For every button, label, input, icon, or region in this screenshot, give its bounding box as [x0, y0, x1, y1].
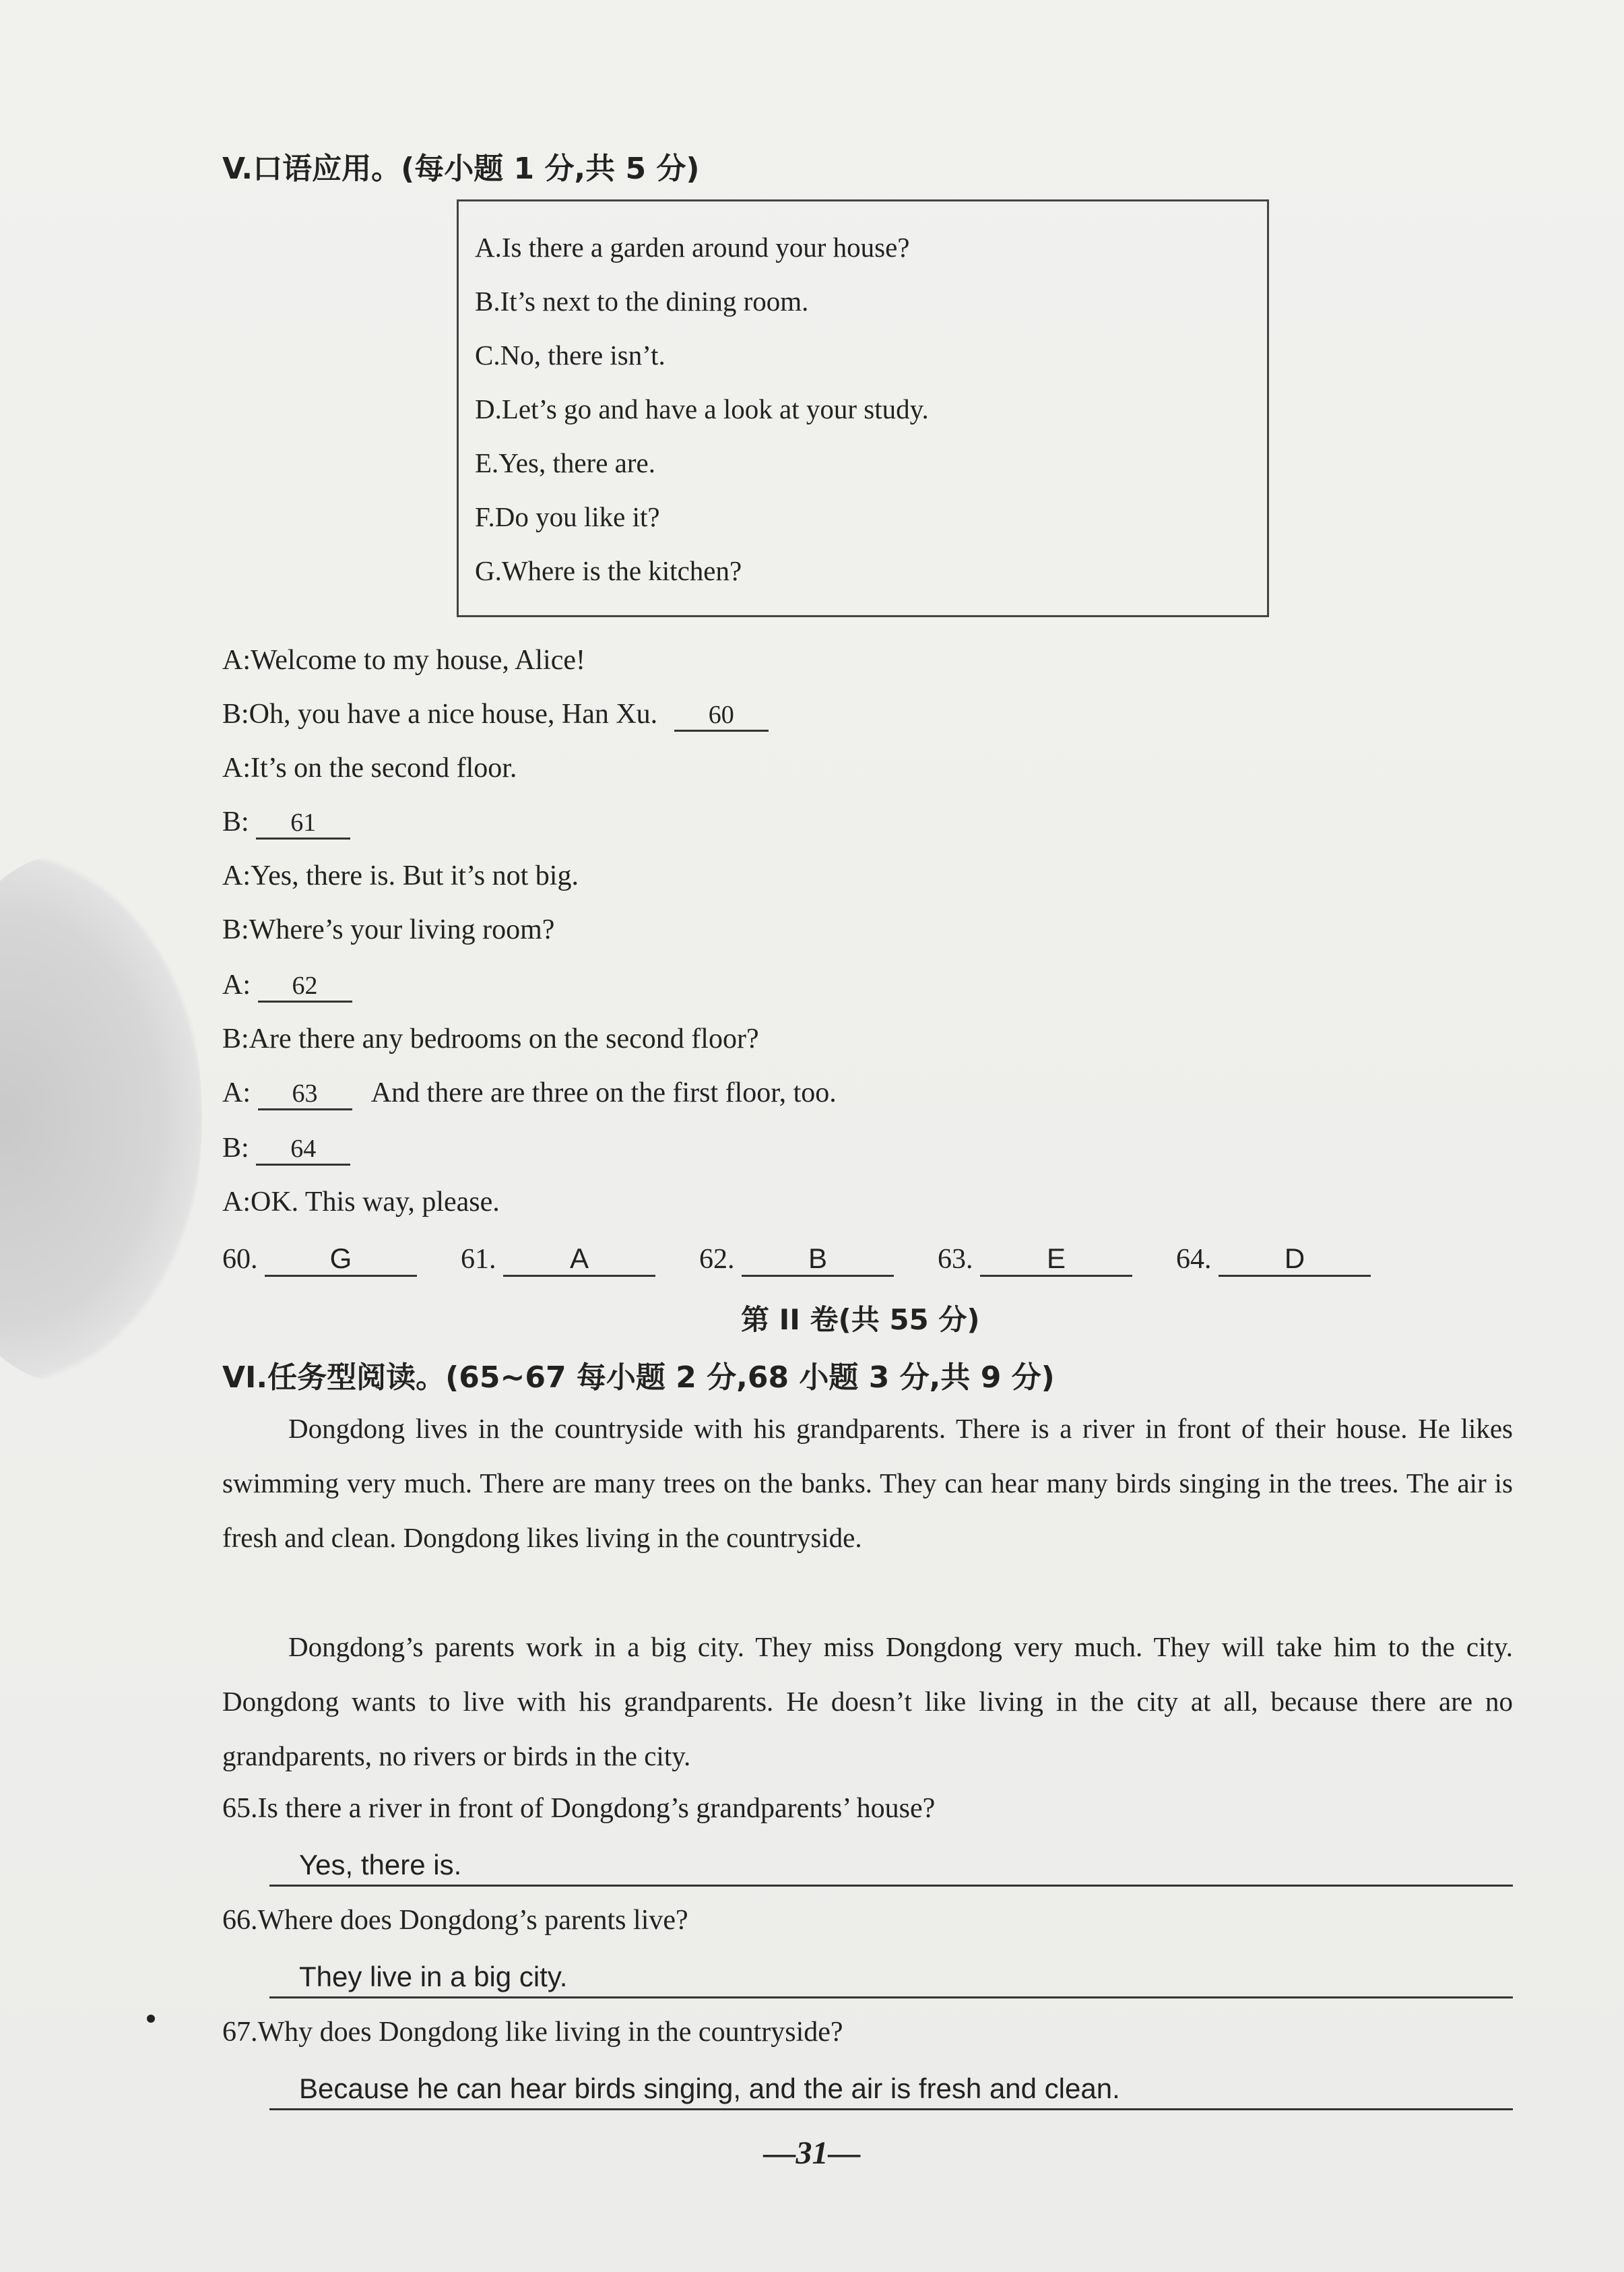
- question-65: 65.Is there a river in front of Dongdong’s grandparents’ house?: [222, 1793, 936, 1824]
- option-b: B.It’s next to the dining room.: [475, 286, 809, 317]
- blank-61: 61: [256, 809, 350, 840]
- blank-60: 60: [674, 701, 769, 732]
- part-2-heading: 第 II 卷(共 55 分): [741, 1303, 980, 1336]
- option-e: E.Yes, there are.: [475, 447, 655, 478]
- answer-67: Because he can hear birds singing, and the air is fresh and clean.: [269, 2069, 1513, 2110]
- option-a: A.Is there a garden around your house?: [475, 232, 910, 263]
- question-66: 66.Where does Dongdong’s parents live?: [222, 1905, 688, 1936]
- dialogue-line: B:Oh, you have a nice house, Han Xu. 60: [222, 698, 769, 732]
- question-67: 67.Why does Dongdong like living in the countryside?: [222, 2017, 843, 2048]
- answer-60: G: [265, 1242, 417, 1277]
- dialogue-line: A:Yes, there is. But it’s not big.: [222, 860, 579, 891]
- dialogue-line: A:OK. This way, please.: [222, 1187, 500, 1218]
- reading-paragraph-2: Dongdong’s parents work in a big city. They miss Dongdong very much. They will take him to the city. Dongdong wants to live with his grandparents. He doesn’t like living in the city at all, because there are no grandparents, no rivers or birds in the city.: [222, 1631, 1513, 1771]
- answer-64: D: [1219, 1242, 1371, 1277]
- dialogue-line: A:It’s on the second floor.: [222, 753, 517, 784]
- dialogue-line: A: 62: [222, 969, 352, 1003]
- blank-63: 63: [258, 1080, 352, 1110]
- dialogue-line: B: 61: [222, 806, 350, 840]
- blank-64: 64: [256, 1135, 350, 1166]
- dialogue-line: A:Welcome to my house, Alice!: [222, 645, 585, 676]
- ink-dot: [147, 2015, 155, 2023]
- answer-63: E: [980, 1242, 1132, 1277]
- option-d: D.Let’s go and have a look at your study.: [475, 393, 929, 424]
- dialogue-line: A: 63 And there are three on the first floor, too.: [222, 1077, 837, 1110]
- reading-paragraph-1: Dongdong lives in the countryside with his grandparents. There is a river in front of their house. He likes swimming very much. There are many trees on the banks. They can hear many birds singing in the trees. The air is fresh and clean. Dongdong likes living in the countryside.: [222, 1413, 1513, 1553]
- dialogue-line: B:Are there any bedrooms on the second floor?: [222, 1023, 759, 1054]
- answer-62: B: [742, 1242, 894, 1277]
- page-number: —31—: [763, 2135, 861, 2171]
- answers-row: 60. G 61. A 62. B 63. E 64. D: [222, 1242, 1371, 1277]
- watermark-seal: [0, 856, 202, 1381]
- option-c: C.No, there isn’t.: [475, 340, 665, 371]
- answer-65: Yes, there is.: [269, 1845, 1513, 1887]
- answer-61: A: [503, 1242, 655, 1277]
- blank-62: 62: [258, 972, 352, 1003]
- option-f: F.Do you like it?: [475, 501, 660, 532]
- dialogue-line: B:Where’s your living room?: [222, 914, 555, 945]
- answer-66: They live in a big city.: [269, 1957, 1513, 1998]
- dialogue-line: B: 64: [222, 1132, 350, 1166]
- section-6-heading: VI.任务型阅读。(65~67 每小题 2 分,68 小题 3 分,共 9 分): [222, 1360, 1055, 1395]
- options-box: [457, 199, 1269, 617]
- option-g: G.Where is the kitchen?: [475, 555, 742, 586]
- section-5-heading: V.口语应用。(每小题 1 分,共 5 分): [222, 152, 700, 186]
